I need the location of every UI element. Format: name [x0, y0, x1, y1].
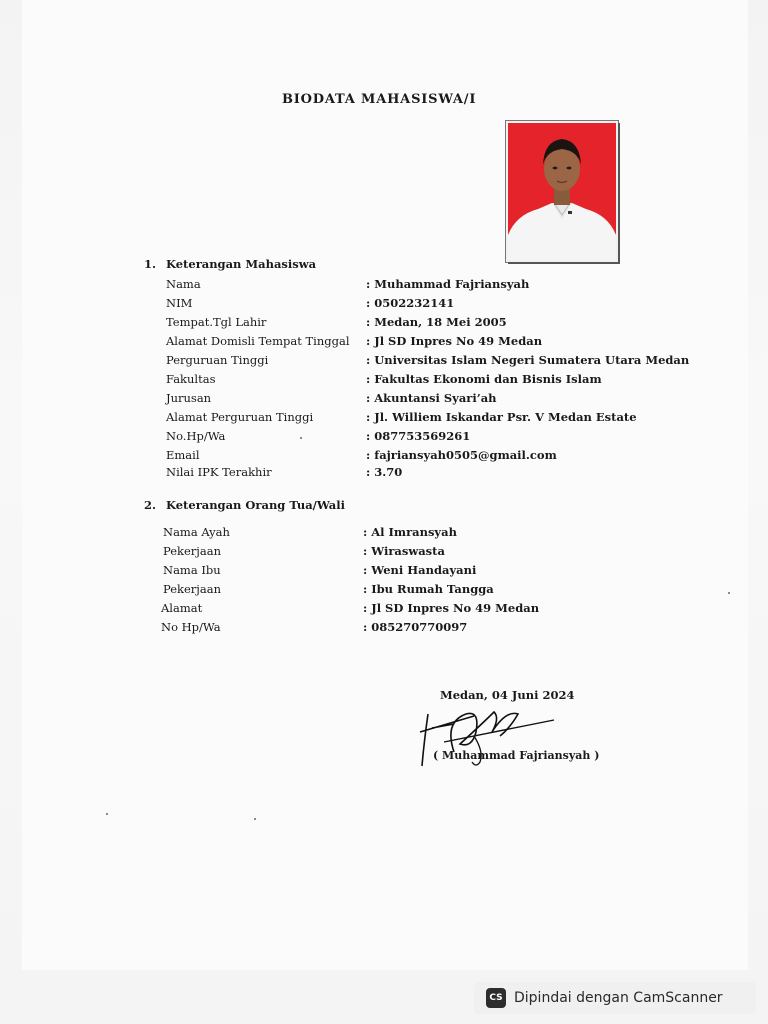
- field-value: : 3.70: [366, 465, 403, 479]
- field-label: NIM: [166, 296, 193, 310]
- field-label: Pekerjaan: [163, 582, 221, 596]
- document-title: BIODATA MAHASISWA/I: [282, 92, 477, 107]
- field-value: : 087753569261: [366, 429, 471, 443]
- field-value: : Fakultas Ekonomi dan Bisnis Islam: [366, 372, 602, 386]
- camscanner-watermark: [474, 982, 756, 1014]
- field-label: Tempat.Tgl Lahir: [166, 315, 267, 329]
- list-item: [166, 294, 726, 312]
- section-2-heading: [144, 498, 345, 512]
- list-item: [161, 599, 721, 617]
- scan-speck: [106, 813, 108, 815]
- portrait-image: [508, 123, 616, 260]
- field-label: Jurusan: [166, 391, 212, 405]
- list-item: [166, 463, 726, 481]
- scan-speck: [254, 818, 256, 820]
- scan-speck: [728, 592, 730, 594]
- field-label: Nama Ibu: [163, 563, 221, 577]
- field-value: : Ibu Rumah Tangga: [363, 582, 494, 596]
- field-value: : Medan, 18 Mei 2005: [366, 315, 507, 329]
- field-label: Nama Ayah: [163, 525, 230, 539]
- place-date: Medan, 04 Juni 2024: [440, 688, 575, 702]
- field-value: : fajriansyah0505@gmail.com: [366, 448, 557, 462]
- field-value: : Universitas Islam Negeri Sumatera Utara Medan: [366, 353, 690, 367]
- camscanner-logo-icon: CS: [486, 988, 506, 1008]
- field-value: : Akuntansi Syari’ah: [366, 391, 497, 405]
- field-label: Alamat: [161, 601, 203, 615]
- scan-speck: [300, 437, 302, 439]
- field-value: : Wiraswasta: [363, 544, 445, 558]
- section-1-title: Keterangan Mahasiswa: [166, 257, 317, 271]
- list-item: [166, 408, 726, 426]
- list-item: [166, 275, 726, 293]
- field-label: Email: [166, 448, 200, 462]
- list-item: [163, 580, 723, 598]
- section-2-title: Keterangan Orang Tua/Wali: [166, 498, 345, 512]
- field-label: No Hp/Wa: [161, 620, 221, 634]
- field-label: Fakultas: [166, 372, 216, 386]
- field-value: : Jl SD Inpres No 49 Medan: [363, 601, 540, 615]
- list-item: [166, 370, 726, 388]
- list-item: [166, 351, 726, 369]
- section-1-number: 1.: [144, 257, 157, 271]
- field-label: Alamat Domisli Tempat Tinggal: [166, 334, 350, 348]
- field-value: : Jl SD Inpres No 49 Medan: [366, 334, 543, 348]
- list-item: [166, 427, 726, 445]
- list-item: [166, 313, 726, 331]
- field-value: : 0502232141: [366, 296, 455, 310]
- field-label: Alamat Perguruan Tinggi: [166, 410, 314, 424]
- field-value: : Muhammad Fajriansyah: [366, 277, 530, 291]
- field-value: : 085270770097: [363, 620, 468, 634]
- field-label: Nilai IPK Terakhir: [166, 465, 272, 479]
- list-item: [163, 561, 723, 579]
- list-item: [166, 446, 726, 464]
- field-label: Pekerjaan: [163, 544, 221, 558]
- paper-sheet: [22, 0, 748, 970]
- field-value: : Jl. Williem Iskandar Psr. V Medan Estate: [366, 410, 637, 424]
- watermark-label: Dipindai dengan CamScanner: [514, 990, 723, 1006]
- list-item: [166, 332, 726, 350]
- field-value: : Weni Handayani: [363, 563, 477, 577]
- section-1-heading: [144, 257, 316, 271]
- list-item: [161, 618, 721, 636]
- student-photo: [506, 121, 618, 262]
- list-item: [163, 542, 723, 560]
- signer-name: ( Muhammad Fajriansyah ): [433, 749, 600, 762]
- list-item: [163, 523, 723, 541]
- section-2-number: 2.: [144, 498, 157, 512]
- field-label: No.Hp/Wa: [166, 429, 226, 443]
- list-item: [166, 389, 726, 407]
- field-label: Perguruan Tinggi: [166, 353, 269, 367]
- field-label: Nama: [166, 277, 201, 291]
- field-value: : Al Imransyah: [363, 525, 457, 539]
